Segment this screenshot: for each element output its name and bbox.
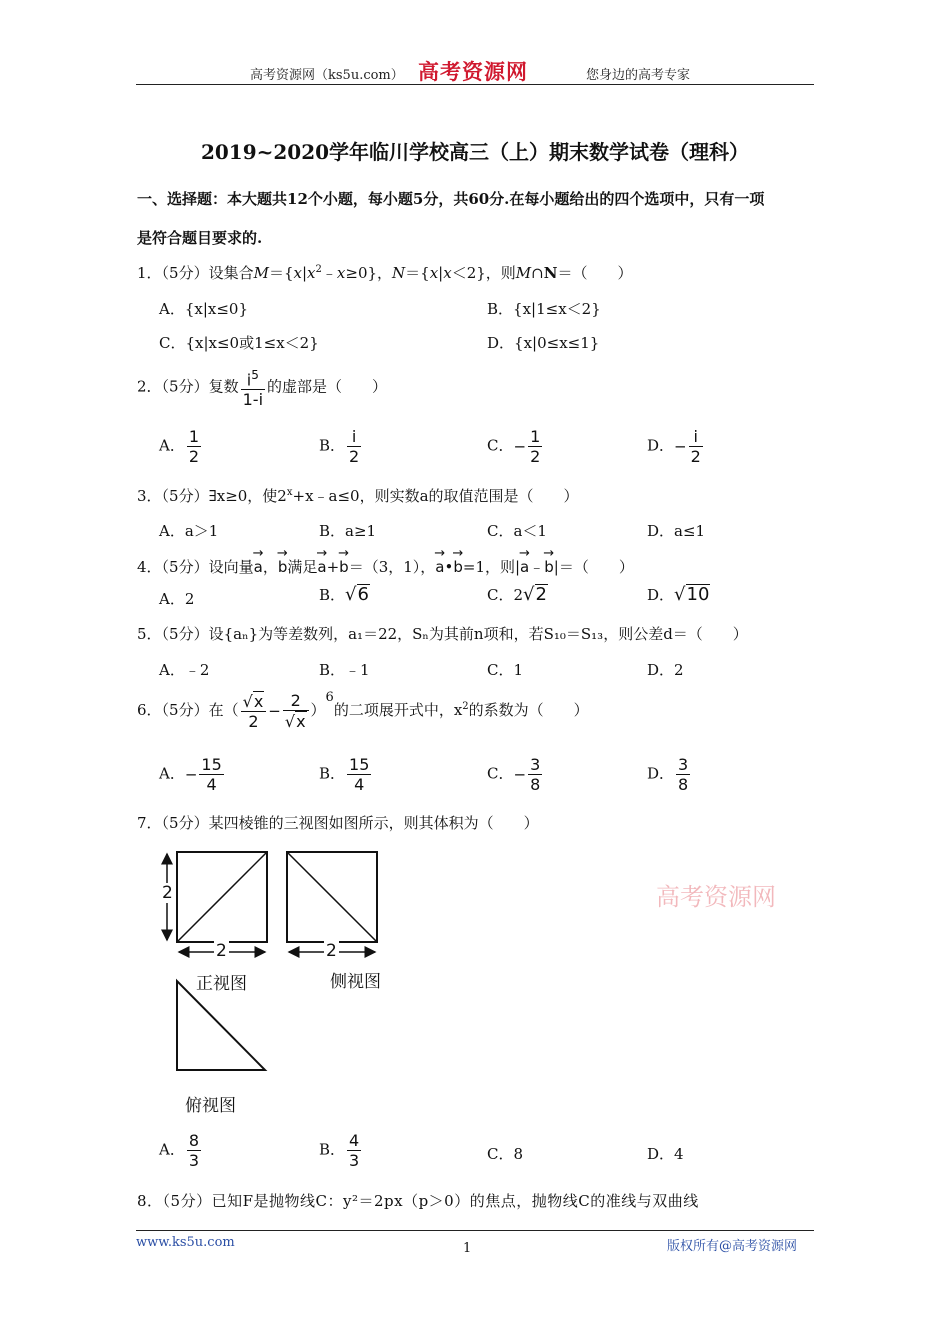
q7-option-c: C．8	[487, 1145, 524, 1163]
radicand: 6	[357, 584, 369, 605]
q8-text: 已知F是抛物线C：y²＝2px（p＞0）的焦点，抛物线C的准线与双曲线	[211, 1192, 699, 1210]
header-rule	[136, 84, 814, 85]
q6-option-a	[159, 755, 226, 794]
side-view-label: 侧视图	[330, 972, 381, 992]
q4-option-b	[319, 584, 370, 605]
question-7	[137, 812, 539, 833]
q3-exp: x	[286, 487, 293, 498]
denominator: 2	[349, 447, 360, 466]
q6-option-b	[319, 755, 373, 794]
option-label: C．2	[487, 586, 524, 604]
question-5	[137, 623, 748, 644]
question-points: （5分）	[161, 487, 209, 505]
numerator: 8	[188, 1131, 200, 1150]
q1-var: M	[253, 264, 269, 282]
sqrt: √x	[284, 712, 306, 731]
fraction	[187, 1131, 201, 1170]
question-number: 6．	[137, 701, 162, 719]
vector-b: → b	[339, 552, 349, 576]
q1-text: ＝{	[268, 264, 294, 282]
denominator: 8	[678, 775, 689, 794]
q6-exp: 6	[325, 690, 334, 705]
vector-a: → a	[435, 552, 444, 576]
q2-option-d	[647, 427, 705, 466]
q3-text: +x﹣a≤0，则实数a的取值范围是（ ）	[292, 487, 579, 505]
q3-option-d: D．a≤1	[647, 522, 706, 540]
vector-a: → a	[254, 552, 263, 576]
denominator: 4	[206, 775, 217, 794]
q1-text: ＜2}，则	[451, 264, 516, 282]
fraction	[528, 755, 542, 794]
question-number: 4．	[137, 558, 162, 576]
fraction	[347, 755, 371, 794]
radicand: 2	[535, 584, 547, 605]
q3-option-b: B．a≥1	[319, 522, 377, 540]
denominator: 2	[530, 447, 541, 466]
q6-exp: 2	[462, 701, 469, 712]
question-number: 5．	[137, 625, 162, 643]
q6-text: ）	[310, 701, 326, 719]
sqrt: √10	[674, 584, 710, 605]
question-2	[137, 366, 387, 409]
top-view	[177, 981, 265, 1070]
q6-fraction-2	[283, 691, 309, 731]
dimension-label-front: 2	[216, 941, 227, 961]
question-points: （5分）	[161, 701, 209, 719]
question-8	[137, 1190, 699, 1211]
q2-frac-den: 1-i	[242, 390, 264, 410]
front-view-label: 正视图	[196, 974, 247, 994]
question-4	[137, 552, 634, 577]
fraction	[347, 427, 361, 466]
numerator: 15	[201, 755, 222, 774]
question-points: （5分）	[161, 558, 209, 576]
sqrt: √2	[523, 584, 547, 605]
q1-var: x	[336, 264, 346, 282]
q5-option-c: C．1	[487, 661, 524, 679]
numerator: 1	[188, 427, 200, 446]
numerator: 3	[530, 755, 541, 774]
q2-text: 复数	[208, 377, 239, 396]
front-view	[167, 852, 267, 952]
q2-option-b	[319, 427, 363, 466]
q4-text: =1，则|	[462, 558, 521, 576]
page-title: 2019~2020学年临川学校高三（上）期末数学试卷（理科）	[200, 140, 750, 164]
q3-option-a: A．a＞1	[159, 522, 219, 540]
radicand: x	[253, 692, 264, 711]
fraction	[347, 1131, 361, 1170]
fraction	[187, 427, 201, 466]
q1-var: M	[515, 264, 532, 282]
q4-option-a: A．2	[159, 590, 195, 608]
q6-option-c	[487, 755, 544, 794]
q3-text: ∃x≥0，使2	[208, 487, 287, 505]
vector-b: → b	[453, 552, 463, 576]
question-3	[137, 485, 579, 506]
question-number: 7．	[137, 814, 162, 832]
fraction	[528, 427, 542, 466]
numerator: i	[689, 427, 703, 447]
numerator: 2	[283, 691, 309, 711]
q4-text: ，	[262, 558, 278, 576]
q5-text: 设{aₙ}为等差数列，a₁＝22，Sₙ为其前n项和，若S₁₀＝S₁₃，则公差d＝（ ）	[208, 625, 748, 643]
section-heading-line2: 是符合题目要求的.	[137, 229, 263, 247]
option-label: C．	[487, 436, 514, 455]
question-points: （5分）	[161, 814, 209, 832]
option-label: B．	[319, 586, 346, 604]
vector-b: → b	[544, 552, 554, 576]
numerator: 4	[349, 1131, 360, 1150]
top-view-label: 俯视图	[185, 1096, 236, 1116]
question-points: （5分）	[162, 1192, 212, 1210]
vector-b: → b	[278, 552, 288, 576]
q6-fraction-1	[241, 691, 267, 731]
q7-text: 某四棱锥的三视图如图所示，则其体积为（ ）	[208, 814, 539, 832]
fraction	[676, 755, 690, 794]
fraction	[689, 427, 703, 466]
sqrt: √x	[242, 692, 264, 711]
denominator: 2	[188, 447, 200, 466]
q5-option-d: D．2	[647, 661, 684, 679]
q4-text: 满足	[287, 558, 318, 576]
q1-var: x	[307, 264, 316, 282]
fraction	[199, 755, 223, 794]
header-slogan: 您身边的高考专家	[586, 68, 691, 83]
q2-frac-num: i	[246, 370, 252, 390]
question-number: 8．	[137, 1192, 163, 1210]
q4-text: •	[444, 558, 454, 576]
minus-sign: −	[513, 765, 527, 784]
section-heading-line1: 一、选择题：本大题共12个小题，每小题5分，共60分.在每小题给出的四个选项中，只有一项	[137, 190, 765, 208]
q1-var: N	[543, 264, 558, 282]
option-label: B．	[319, 436, 346, 455]
numerator: 3	[678, 755, 689, 774]
question-number: 3．	[137, 487, 162, 505]
option-label: A．	[159, 436, 185, 455]
q4-option-c	[487, 584, 548, 605]
q1-text: ≥0}，	[345, 264, 393, 282]
q4-text: |＝（ ）	[553, 558, 634, 576]
numerator: 1	[530, 427, 541, 446]
q6-text: 的二项展开式中，x	[333, 701, 463, 719]
q4-option-d	[647, 584, 710, 605]
q3-option-c: C．a＜1	[487, 522, 547, 540]
header-logo: 高考资源网	[418, 59, 528, 84]
q1-var: x	[429, 264, 439, 282]
vector-a: → a	[520, 552, 529, 576]
sqrt: √6	[345, 584, 369, 605]
page-number: 1	[463, 1241, 472, 1256]
q4-text: 设向量	[208, 558, 254, 576]
question-1	[137, 262, 632, 283]
q4-text: +	[326, 558, 340, 576]
side-view	[287, 852, 377, 952]
q2-frac-exp: 5	[251, 368, 259, 382]
q1-option-c: C．{x|x≤0或1≤x＜2}	[159, 334, 319, 352]
header-site-name: 高考资源网（ks5u.com）	[250, 68, 404, 83]
q4-text: ＝（3，1），	[348, 558, 436, 576]
question-points: （5分）	[161, 377, 209, 396]
radicand: 10	[686, 584, 710, 605]
q1-text: ﹣	[321, 264, 337, 282]
q1-exp: 2	[315, 264, 322, 275]
q1-option-d: D．{x|0≤x≤1}	[487, 334, 600, 352]
question-points: （5分）	[161, 264, 209, 282]
denominator: 8	[530, 775, 541, 794]
option-label: C．	[487, 764, 514, 783]
q7-option-b	[319, 1131, 363, 1170]
option-label: D．	[647, 764, 675, 783]
minus-sign: −	[268, 702, 281, 720]
numerator: i	[347, 427, 361, 447]
denominator: 3	[188, 1151, 200, 1170]
q2-option-c	[487, 427, 544, 466]
q1-text: ∩	[531, 264, 544, 282]
q1-var: x	[293, 264, 302, 282]
q4-text: ﹣	[529, 558, 545, 576]
minus-sign: −	[184, 765, 198, 784]
q1-text: |	[301, 264, 308, 282]
q1-text: 设集合	[208, 264, 254, 282]
question-number: 2．	[137, 377, 162, 396]
denominator: 4	[354, 775, 365, 794]
denominator: 3	[349, 1151, 360, 1170]
q2-fraction	[241, 366, 265, 409]
minus-sign: −	[674, 437, 687, 456]
q1-text: ＝{	[405, 264, 430, 282]
option-label: B．	[319, 764, 346, 783]
q5-option-a: A．﹣2	[159, 661, 210, 679]
q7-option-a	[159, 1131, 203, 1170]
q1-text: |	[438, 264, 444, 282]
footer-copyright: 版权所有@高考资源网	[667, 1239, 798, 1254]
minus-sign: −	[513, 437, 527, 456]
q2-option-a	[159, 427, 203, 466]
option-label: B．	[319, 1140, 346, 1159]
question-points: （5分）	[161, 625, 209, 643]
q5-option-b: B．﹣1	[319, 661, 370, 679]
q1-option-a: A．{x|x≤0}	[159, 300, 249, 318]
option-label: A．	[159, 764, 185, 783]
option-label: D．	[647, 586, 675, 604]
footer-site-link[interactable]: www.ks5u.com	[136, 1235, 235, 1250]
denominator: 2	[690, 447, 701, 466]
option-label: D．	[647, 436, 675, 455]
q1-var: N	[392, 264, 406, 282]
q1-option-b: B．{x|1≤x＜2}	[487, 300, 601, 318]
footer-rule	[136, 1230, 814, 1231]
q7-option-d: D．4	[647, 1145, 684, 1163]
vector-a: → a	[317, 552, 326, 576]
question-number: 1．	[137, 264, 162, 282]
radicand: x	[296, 712, 306, 731]
q1-text: ＝（ ）	[557, 264, 633, 282]
dimension-label-vertical: 2	[162, 883, 173, 903]
q2-text: 的虚部是（ ）	[267, 377, 388, 396]
option-label: A．	[159, 1140, 185, 1159]
q6-text: 的系数为（ ）	[468, 701, 589, 719]
q6-text: 在（	[208, 701, 239, 719]
dimension-label-side: 2	[326, 941, 337, 961]
question-6	[137, 690, 589, 731]
q1-var: x	[443, 264, 452, 282]
denominator: 2	[248, 712, 259, 731]
watermark: 高考资源网	[656, 883, 776, 911]
numerator: 15	[349, 755, 370, 774]
q6-option-d	[647, 755, 692, 794]
